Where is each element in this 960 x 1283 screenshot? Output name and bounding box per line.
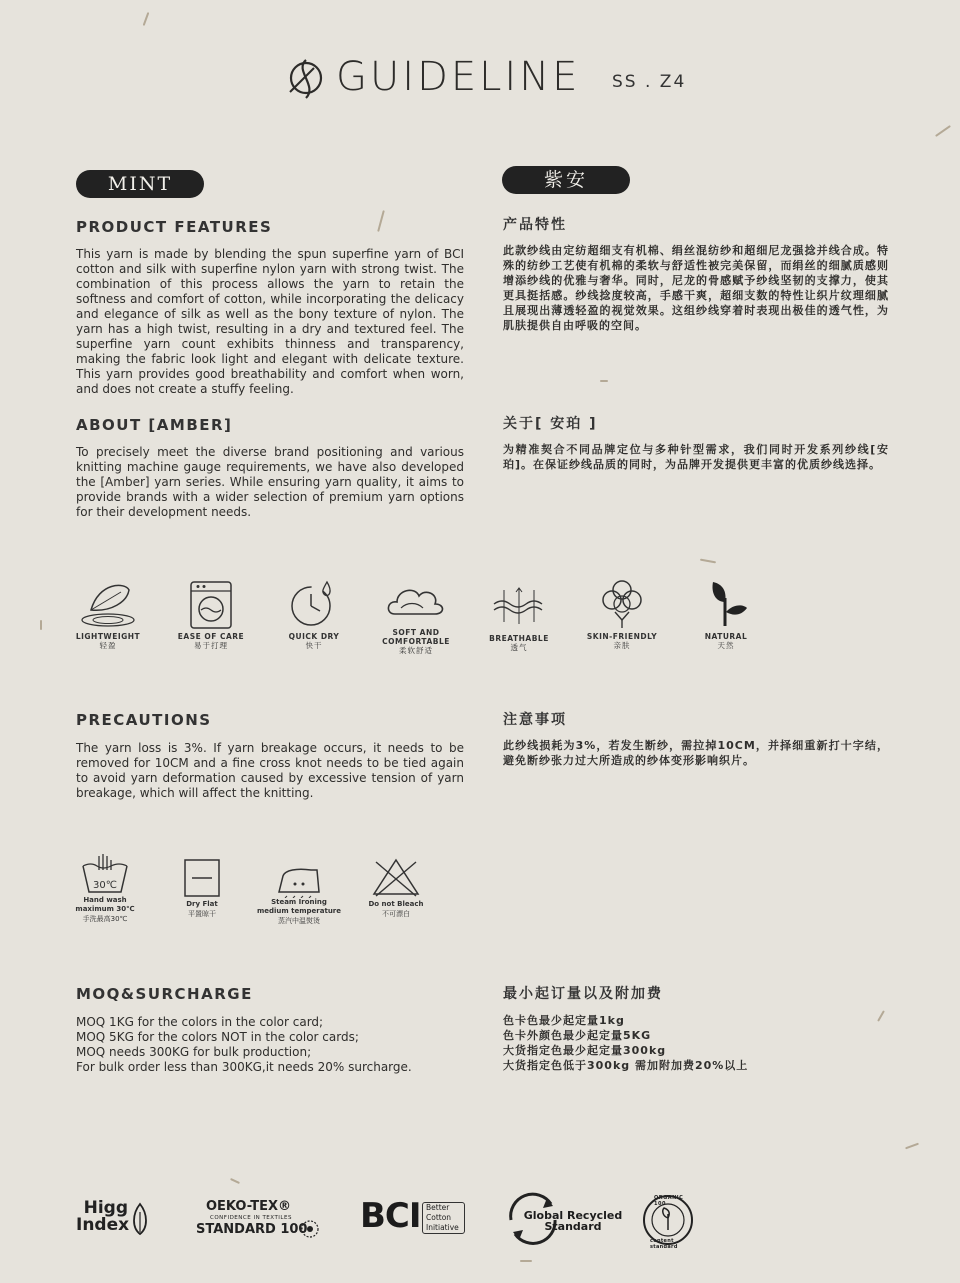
hand-wash-temp-text: 30℃ (93, 880, 117, 891)
moq-line-en: MOQ needs 300KG for bulk production; (76, 1045, 312, 1059)
care-label-en-2: maximum 30℃ (75, 905, 135, 913)
cloud-icon (381, 576, 451, 628)
care-label-cn: 蒸汽中温熨烫 (278, 917, 320, 925)
feature-natural (676, 574, 776, 651)
higg-line2: Index (76, 1215, 130, 1235)
feature-quick-dry (264, 576, 364, 651)
bci-mark: BCI (360, 1196, 421, 1236)
feature-label-cn: 亲肤 (613, 641, 631, 650)
care-steam-ironing (249, 860, 349, 926)
feature-breathable (469, 576, 569, 653)
feature-label-cn: 快干 (305, 641, 323, 650)
moq-line-en: MOQ 1KG for the colors in the color card; (76, 1015, 324, 1029)
ocs-ring-top: ORGANIC 100 (654, 1195, 684, 1207)
quick-dry-clock-icon (279, 576, 349, 632)
season-label: SS . Z4 (612, 72, 687, 92)
precautions-body-cn: 此纱线损耗为3%，若发生断纱，需拉掉10CM，并择细重新打十字结，避免断纱张力过大所造成的纱体变形影响织片。 (503, 739, 889, 767)
care-label-en-1: Hand wash (83, 896, 127, 904)
oeko-tex-logo (196, 1199, 326, 1243)
brand-name: GUIDELINE (336, 54, 581, 100)
precautions-body-en: The yarn loss is 3%. If yarn breakage occurs, it needs to be removed for 10CM and a fine cross knot needs to be tied again to avoid yarn deformation caused by excessive tension of yarn breakage, which will affect the knitting. (76, 741, 464, 800)
care-label-cn: 平置晾干 (188, 910, 216, 918)
oeko-line1: OEKO-TEX® (206, 1199, 291, 1214)
sprout-icon (691, 574, 761, 632)
care-no-bleach (346, 856, 446, 919)
feature-lightweight (58, 576, 158, 651)
feature-label-en: EASE OF CARE (177, 632, 245, 641)
care-label-cn: 不可漂白 (382, 910, 410, 918)
care-label-en-2: medium temperature (256, 907, 342, 915)
feature-label-cn: 轻盈 (99, 641, 117, 650)
care-hand-wash (55, 852, 155, 924)
care-label-en-1: Dry Flat (186, 900, 218, 908)
feature-ease-of-care (161, 576, 261, 651)
ocs-ring-bottom: content standard (650, 1238, 678, 1250)
product-features-body-cn: 此款纱线由定纺超细支有机棉、绢丝混纺纱和超细尼龙强捻并线合成。特殊的纺纱工艺使有机棉的柔软与舒适性被完美保留，而绢丝的细腻质感则增添纱线的优雅与奢华。同时，尼龙的骨感赋予纱线坚韧的支撑力，使其更具挺括感。纱线捻度较高，手感干爽，超细支数的特性让织片纹理细腻且展现出薄透轻盈的视觉效果。这组纱线穿着时表现出极佳的透气性，为肌肤提供自由呼吸的空间。 (503, 244, 889, 332)
cotton-flower-icon (587, 574, 657, 632)
product-features-body-en: This yarn is made by blending the spun superfine yarn of BCI cotton and silk with superfine nylon yarn with strong twist. The combination of this process allows the yarn to retain the softness and comfort of cotton, while incorporating the delicacy and elegance of silk as well as the bony texture of nylon. The yarn has a high twist, resulting in a dry and textured feel. The superfine yarn count exhibits thinness and transparency, making the fabric look light and elegant with delicate texture. This yarn provides good breathability and comfort when worn, and does not create a stuffy feeling. (76, 247, 464, 396)
moq-line-cn: 色卡色最少起定量1kg (503, 1014, 625, 1027)
product-features-heading-en: PRODUCT FEATURES (76, 218, 273, 236)
feature-label-en: SKIN-FRIENDLY (586, 632, 658, 641)
product-name-en-badge: MINT (76, 170, 204, 198)
feature-label-en: SOFT AND COMFORTABLE (382, 628, 450, 646)
care-label-cn: 手洗最高30℃ (82, 915, 128, 923)
moq-lines-cn (503, 1013, 748, 1073)
moq-line-cn: 大货指定色最少起定量300kg (503, 1044, 667, 1057)
feature-label-cn: 柔软舒适 (399, 646, 433, 655)
moq-line-cn: 大货指定色低于300kg 需加附加费20%以上 (503, 1059, 749, 1072)
moq-line-cn: 色卡外颜色最少起定量5KG (503, 1029, 652, 1042)
higg-leaf-icon (130, 1202, 150, 1236)
bci-sub1: Better (426, 1203, 450, 1212)
feature-label-cn: 透气 (510, 643, 528, 652)
breathable-fabric-icon (484, 576, 554, 634)
dry-flat-icon (176, 856, 228, 900)
precautions-heading-cn: 注意事项 (503, 712, 567, 728)
moq-line-en: For bulk order less than 300KG,it needs 20% surcharge. (76, 1060, 412, 1074)
oeko-line3: STANDARD 100 (196, 1222, 308, 1237)
grs-line2: Standard (544, 1220, 602, 1233)
moq-line-en: MOQ 5KG for the colors NOT in the color cards; (76, 1030, 359, 1044)
feature-label-en: QUICK DRY (288, 632, 340, 641)
feature-label-cn: 天然 (717, 641, 735, 650)
feature-label-en: LIGHTWEIGHT (75, 632, 141, 641)
guideline-logo-icon (284, 56, 330, 102)
about-heading-cn: 关于[ 安珀 ] (503, 416, 598, 432)
bci-sub3: Initiative (426, 1223, 459, 1232)
about-body-cn: 为精准契合不同品牌定位与多种针型需求，我们同时开发系列纱线[安珀]。在保证纱线品质的同时，为品牌开发提供更丰富的优质纱线选择。 (503, 443, 889, 471)
grs-line1: Global Recycled (523, 1209, 623, 1222)
care-label-en-1: Steam Ironing (271, 898, 327, 906)
feature-label-en: BREATHABLE (489, 634, 549, 643)
oeko-flower-icon (300, 1219, 320, 1239)
product-features-heading-cn: 产品特性 (503, 217, 567, 233)
hand-wash-icon (79, 852, 131, 896)
feather-icon (73, 576, 143, 632)
precautions-heading-en: PRECAUTIONS (76, 711, 212, 729)
higg-index-logo (76, 1200, 156, 1244)
no-bleach-icon (370, 856, 422, 900)
about-heading-en: ABOUT [AMBER] (76, 416, 233, 434)
organic-content-standard-logo (642, 1194, 694, 1250)
moq-heading-cn: 最小起订量以及附加费 (503, 986, 663, 1002)
higg-line1: Higg (83, 1198, 128, 1218)
feature-label-en: NATURAL (704, 632, 748, 641)
feature-skin-friendly (572, 574, 672, 651)
moq-lines-en (76, 1015, 412, 1075)
steam-iron-icon (273, 860, 325, 898)
oeko-line2: CONFIDENCE IN TEXTILES (210, 1215, 292, 1221)
washing-machine-icon (176, 576, 246, 632)
care-label-en-1: Do not Bleach (368, 900, 424, 908)
bci-sub2: Cotton (426, 1213, 452, 1222)
product-name-cn-badge: 紫安 (502, 166, 630, 194)
moq-heading-en: MOQ&SURCHARGE (76, 985, 253, 1003)
global-recycled-standard-logo (503, 1190, 623, 1246)
about-body-en: To precisely meet the diverse brand positioning and various knitting machine gauge requirements, we have also developed the [Amber] yarn series. While ensuring yarn quality, it aims to provide brands with a wider selection of premium yarn options for their development needs. (76, 445, 464, 519)
bci-logo (360, 1196, 464, 1240)
feature-label-cn: 易于打理 (194, 641, 228, 650)
care-dry-flat (152, 856, 252, 919)
feature-soft-and-comfortable (366, 576, 466, 656)
